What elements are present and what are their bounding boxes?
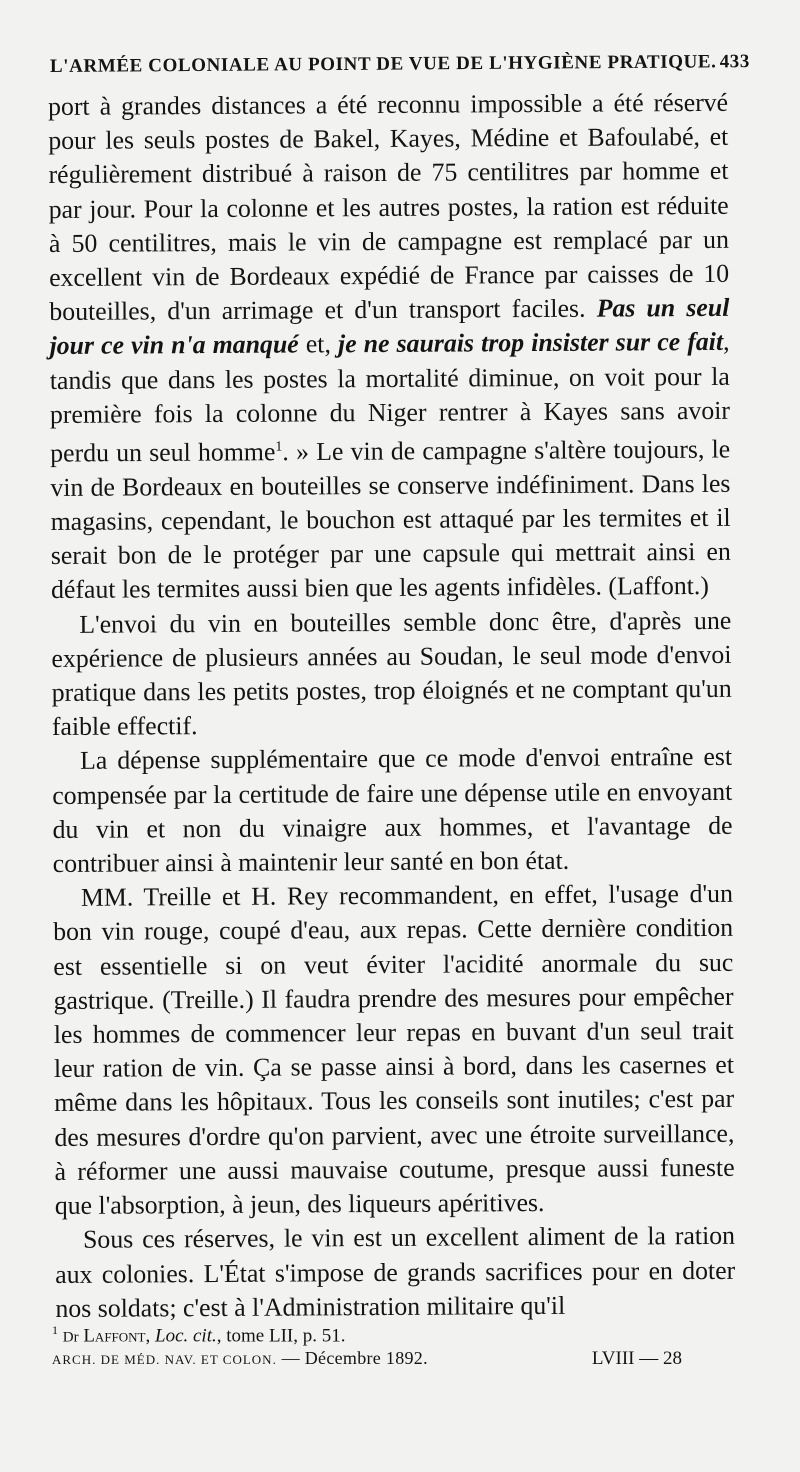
paragraph-3: La dépense supplémentaire que ce mode d'envoi entraîne est compensée par la certitude de faire une dépense utile en envoyant du vin et non du vinaigre aux hommes, et l'avantage de contribuer ainsi à maintenir leur santé en bon état. (52, 742, 733, 879)
running-title: L'ARMÉE COLONIALE AU POINT DE VUE DE L'HYGIÈNE PRATIQUE. (49, 51, 717, 77)
main-text (48, 86, 736, 1326)
paragraph-1-part-a: port à grandes distances a été reconnu impossible a été réservé pour les seuls postes de Bakel, Kayes, Médine et Bafoulabé, et régulièrement distribué à raison de 75 centilitres par homme et par jour. Pour la colonne et les autres postes, la ration est réduite à 50 centilitres, mais le vin de campagne est remplacé par un excellent vin de Bordeaux expédié de France par caisses de 10 bouteilles, d'un arrimage et d'un transport faciles. (48, 87, 730, 327)
running-header (50, 51, 750, 78)
footer-journal: ARCH. DE MÉD. NAV. ET COLON. (52, 1352, 277, 1367)
page-number: 433 (719, 51, 751, 73)
paragraph-4: MM. Treille et H. Rey recommandent, en effet, l'usage d'un bon vin rouge, coupé d'eau, aux repas. Cette dernière condition est essentielle si on veut éviter l'acidité anormale du suc gastrique. (Treille.) Il faudra prendre des mesures pour empêcher les hommes de commencer leur repas en buvant d'un seul trait leur ration de vin. Ça se passe ainsi à bord, dans les casernes et même dans les hôpitaux. Tous les conseils sont inutiles; c'est par des mesures d'ordre qu'on parvient, avec une étroite surveillance, à réformer une aussi mauvaise coutume, presque aussi funeste que l'absorption, à jeun, des liqueurs apéritives. (53, 879, 735, 1221)
emphasis-1: Pas un seul jour ce vin n'a manqué (49, 293, 730, 361)
footnote-rest: , tome LII, p. 51. (216, 1325, 346, 1347)
footer-journal-line (52, 1348, 428, 1370)
paragraph-1-part-c: , tandis que dans les postes la mortalité diminue, on voit pour la première fois la colonne du Niger rentrer à Kayes sans avoir perdu un seul homme (49, 327, 731, 468)
emphasis-2: je ne saurais trop insister sur ce fait (337, 327, 724, 359)
footnote-title: Dr (62, 1329, 79, 1346)
paragraph-5: Sous ces réserves, le vin est un excellent aliment de la ration aux colonies. L'État s'impose de grands sacrifices pour en doter nos soldats; c'est à l'Administration militaire qu'il (55, 1221, 736, 1323)
footnote: $^1$ Dr Laffont, Loc. cit., tome LII, p. 51. (52, 1323, 346, 1347)
page-footer (52, 1348, 682, 1370)
footnote-author: Laffont (83, 1325, 146, 1347)
footnote-marker: 1 (52, 1323, 58, 1337)
footer-signature: LVIII — 28 (591, 1348, 682, 1369)
footer-date: — Décembre 1892. (281, 1348, 428, 1368)
paragraph-2: L'envoi du vin en bouteilles semble donc être, d'après une expérience de plusieurs années au Soudan, le seul mode d'envoi pratique dans les petits postes, trop éloignés et ne comptant qu'un faible effectif. (51, 605, 732, 742)
paragraph-1-part-d: . » Le vin de campagne s'altère toujours, le vin de Bordeaux en bouteilles se conserve indéfiniment. Dans les magasins, cependant, le bouchon est attaqué par les termites et il serait bon de le protéger par une capsule qui mettrait ainsi en défaut les termites aussi bien que les agents infidèles. (Laffont.) (50, 434, 731, 605)
paragraph-1 (48, 86, 731, 608)
paragraph-1-part-b: et, (298, 329, 339, 359)
footnote-ref: Loc. cit. (155, 1325, 217, 1347)
footnote-reference: 1 (275, 439, 283, 455)
